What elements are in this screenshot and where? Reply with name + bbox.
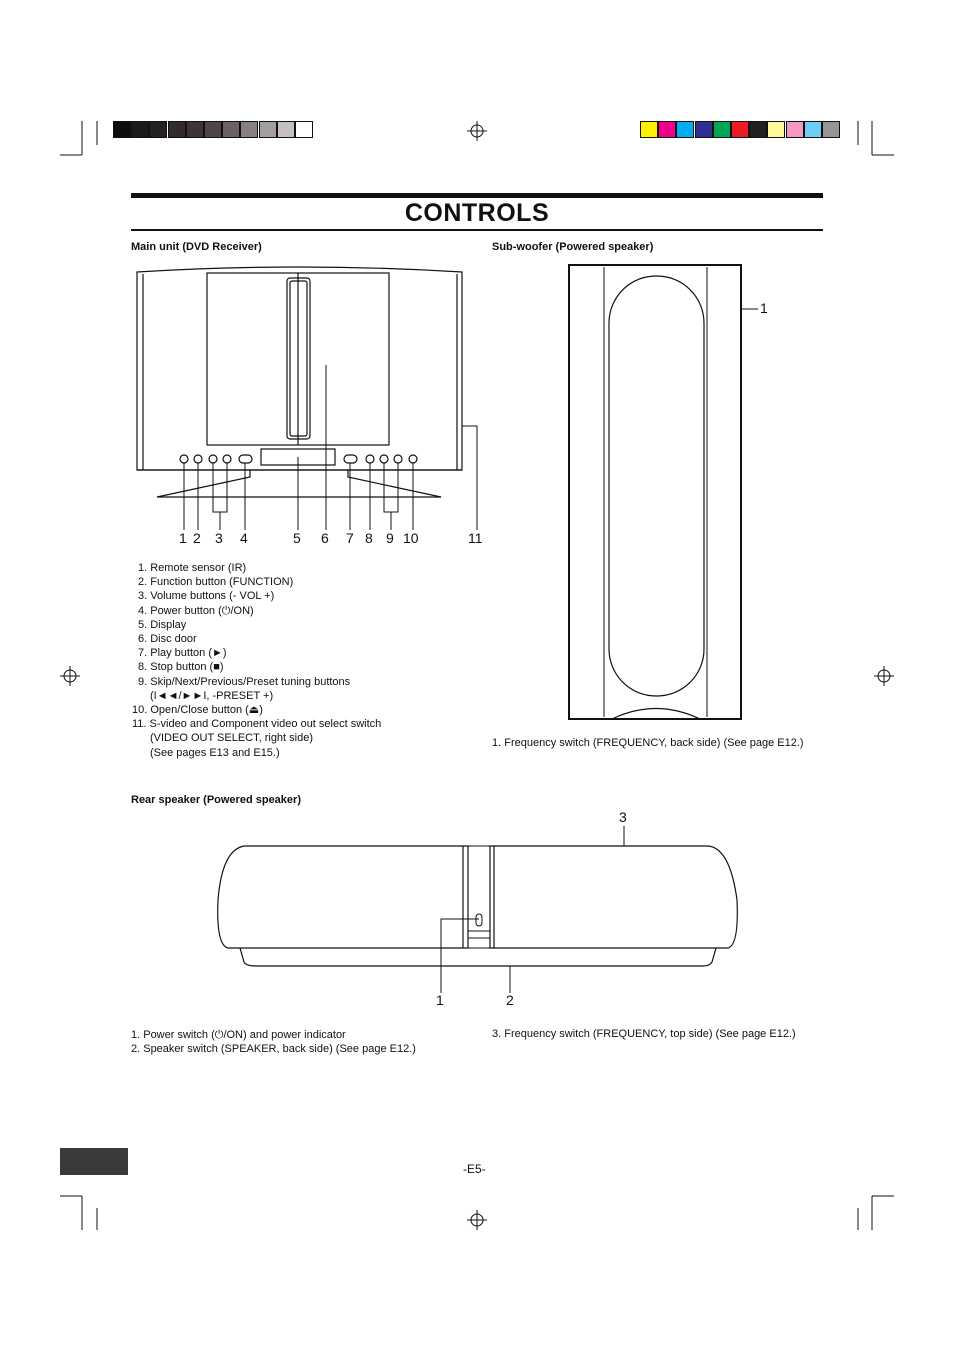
list-item: 1. Remote sensor (IR) xyxy=(138,562,247,574)
list-item: 11. S-video and Component video out select switch xyxy=(132,718,382,731)
list-item: (VIDEO OUT SELECT, right side) xyxy=(150,732,314,745)
list-item: 7. Play button (►) xyxy=(138,647,227,660)
callout-2: 2 xyxy=(193,530,201,546)
main-unit-heading: Main unit (DVD Receiver) xyxy=(131,241,262,253)
list-item: 5. Display xyxy=(138,618,187,631)
list-item: (See pages E13 and E15.) xyxy=(150,746,280,759)
callout-1: 1 xyxy=(179,530,187,546)
callout-3: 3 xyxy=(215,530,223,546)
rear-speaker-list xyxy=(131,1028,416,1056)
rear-speaker-note: 3. Frequency switch (FREQUENCY, top side) (See page E12.) xyxy=(492,1028,796,1040)
callout-11: 11 xyxy=(468,530,483,546)
list-item: 10. Open/Close button (⏏) xyxy=(132,704,263,717)
list-item: 6. Disc door xyxy=(138,633,197,646)
list-item: 2. Function button (FUNCTION) xyxy=(138,576,294,589)
list-item: (I◄◄/►►I, -PRESET +) xyxy=(150,689,274,702)
list-item: 8. Stop button (■) xyxy=(138,661,224,674)
page-title: CONTROLS xyxy=(404,199,550,227)
callout-9: 9 xyxy=(386,530,394,546)
callout-10: 10 xyxy=(403,530,419,546)
subwoofer-heading: Sub-woofer (Powered speaker) xyxy=(492,241,654,253)
rear-speaker-heading: Rear speaker (Powered speaker) xyxy=(131,794,301,806)
rear-callout-2: 2 xyxy=(506,992,514,1008)
callout-8: 8 xyxy=(365,530,373,546)
page-tab xyxy=(60,1148,128,1175)
callout-6: 6 xyxy=(321,530,329,546)
subwoofer-callout-1: 1 xyxy=(760,300,768,316)
list-item: 9. Skip/Next/Previous/Preset tuning buttons xyxy=(138,675,351,688)
subwoofer-note: 1. Frequency switch (FREQUENCY, back side) (See page E12.) xyxy=(492,737,804,749)
rear-callout-3: 3 xyxy=(619,809,627,825)
callout-5: 5 xyxy=(293,530,301,546)
list-item: 4. Power button (⏻/ON) xyxy=(138,604,254,617)
list-item: 3. Volume buttons (- VOL +) xyxy=(138,590,275,603)
list-item: 1. Power switch (⏻/ON) and power indicator xyxy=(131,1029,346,1041)
callout-7: 7 xyxy=(346,530,354,546)
list-item: 2. Speaker switch (SPEAKER, back side) (See page E12.) xyxy=(131,1043,416,1056)
page-number: -E5- xyxy=(463,1162,486,1176)
rear-callout-1: 1 xyxy=(436,992,444,1008)
callout-4: 4 xyxy=(240,530,248,546)
